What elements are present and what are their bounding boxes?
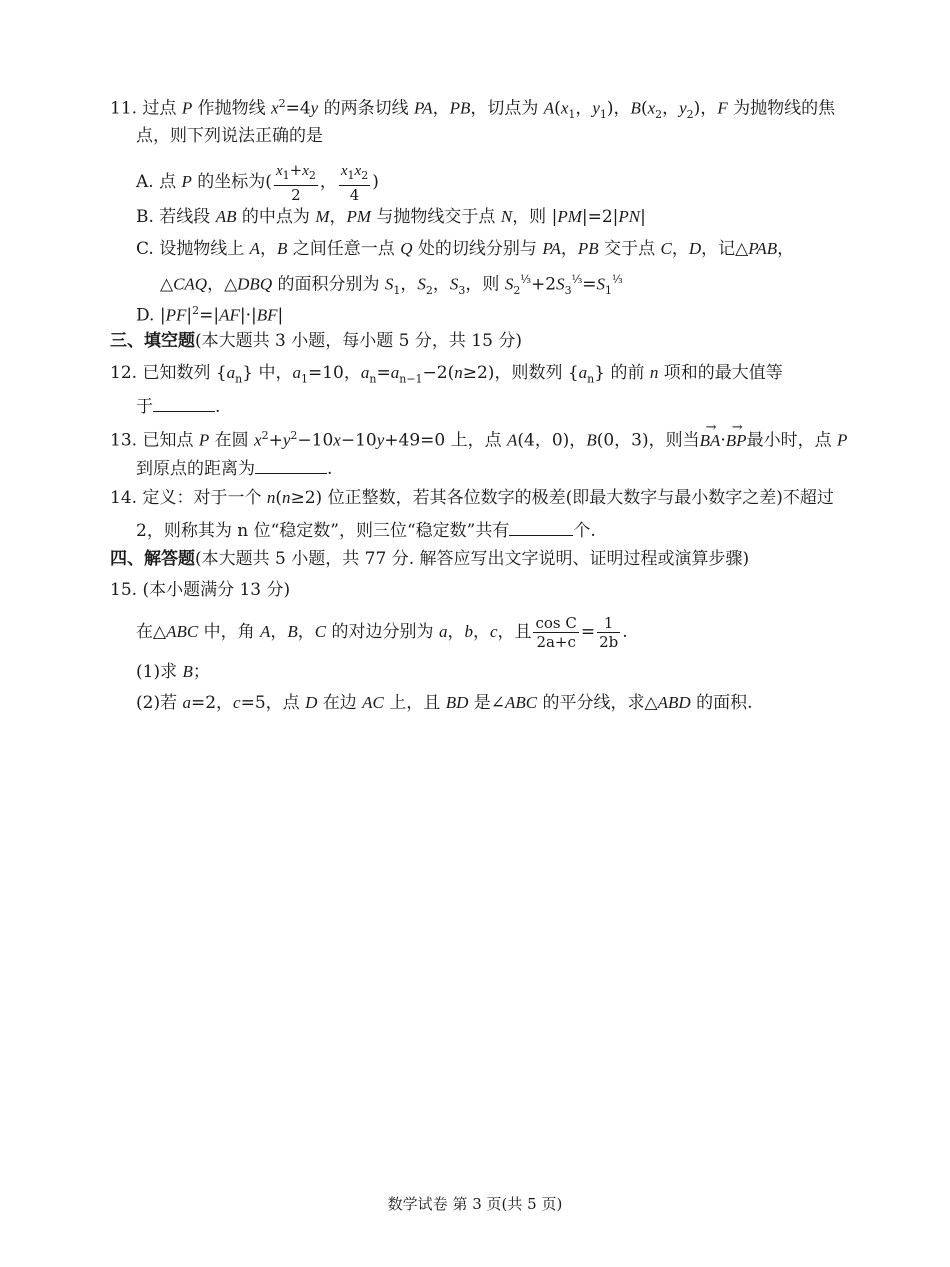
q15-part-1: (1)求 B； [136,662,210,682]
q14-text-end: 个. [573,521,596,541]
q11-stem-line-2: 点，则下列说法正确的是 [136,126,323,146]
section-3-heading [110,329,522,353]
q12-text: 于 [136,397,153,417]
q11-option-a: A. 点 P 的坐标为( $\frac{x_1+x_2}{2}$ ， $\frac{x_1x_2}{4}$ ) [136,161,379,204]
q11-stem-line-1: 11. 过点 P 作抛物线 $x^2=4y$ 的两条切线 PA，PB，切点为 $A(x_1$，$y_1$)，$B(x_2$，$y_2$)，F 为抛物线的焦 [110,97,836,122]
q11-option-c-line-2: △CAQ，△DBQ 的面积分别为 $S_1$，$S_2$，$S_3$，则 $S_2^{\frac{1}{3}}+2S_3^{\frac{1}{3}}=S_1^{\frac{1}{3}}$ [160,273,623,298]
q14-line-2 [136,517,596,543]
q11-option-c-line-1: C. 设抛物线上 A，B 之间任意一点 Q 处的切线分别与 PA，PB 交于点 C，D，记△PAB， [136,239,795,259]
section-3-title: 三、填空题 [110,331,195,351]
q15-part-2: (2)若 a=2，c=5，点 D 在边 AC 上，且 BD 是∠ABC 的平分线，求△ABD 的面积. [136,693,753,713]
q11-option-b: B. 若线段 AB 的中点为 M，PM 与抛物线交于点 N，则 |PM|=2|PN| [136,207,646,227]
q14-line-1: 14. 定义：对于一个 n(n≥2) 位正整数，若其各位数字的极差(即最大数字与最小数字之差)不超过 [110,488,834,508]
q11-option-d: D. $|PF|^2=|AF|\cdot|BF|$ [136,304,284,326]
q13-line-1: 13. 已知点 P 在圆 $x^2+y^2-10x-10y+49=0$ 上，点 A(4，0)，B(0，3)，则当→ BA·→ BP最小时，点 P [110,424,847,453]
answer-blank [509,517,573,536]
q13-text: 到原点的距离为 [136,459,255,479]
q14-text: 2，则称其为 n 位“稳定数”，则三位“稳定数”共有 [136,521,510,541]
fraction: $\frac{x_1+x_2}{2}$ [275,161,316,204]
answer-blank [153,393,215,412]
q15-stem: 在△ABC 中，角 A，B，C 的对边分别为 a，b，c，且 $\frac{\text{cos C}}{2a+c}$ = $\frac{1}{2b}$ . [136,614,628,651]
q15-header: 15. (本小题满分 13 分) [110,580,291,600]
section-4-heading [110,547,749,571]
fraction: $\frac{x_1x_2}{4}$ [340,163,369,204]
fraction: $\frac{\text{cos C}}{2a+c}$ [535,614,577,651]
section-4-note: (本大题共 5 小题，共 77 分. 解答应写出文字说明、证明过程或演算步骤) [195,549,750,569]
q13-line-2: 到原点的距离为 . [136,455,332,481]
page-footer: 数学试卷 第 3 页(共 5 页) [387,1195,563,1213]
q12-line-1: 12. 已知数列 $\{a_n\}$ 中，$a_1=10$，$a_n=a_{n-1}-2(n\ge 2)$，则数列 $\{a_n\}$ 的前 n 项和的最大值等 [110,363,783,386]
section-4-title: 四、解答题 [110,549,195,569]
section-3-note: (本大题共 3 小题，每小题 5 分，共 15 分) [195,331,522,351]
fraction: $\frac{1}{2b}$ [599,614,619,651]
answer-blank [255,455,327,474]
q12-line-2: 于 . [136,393,220,419]
